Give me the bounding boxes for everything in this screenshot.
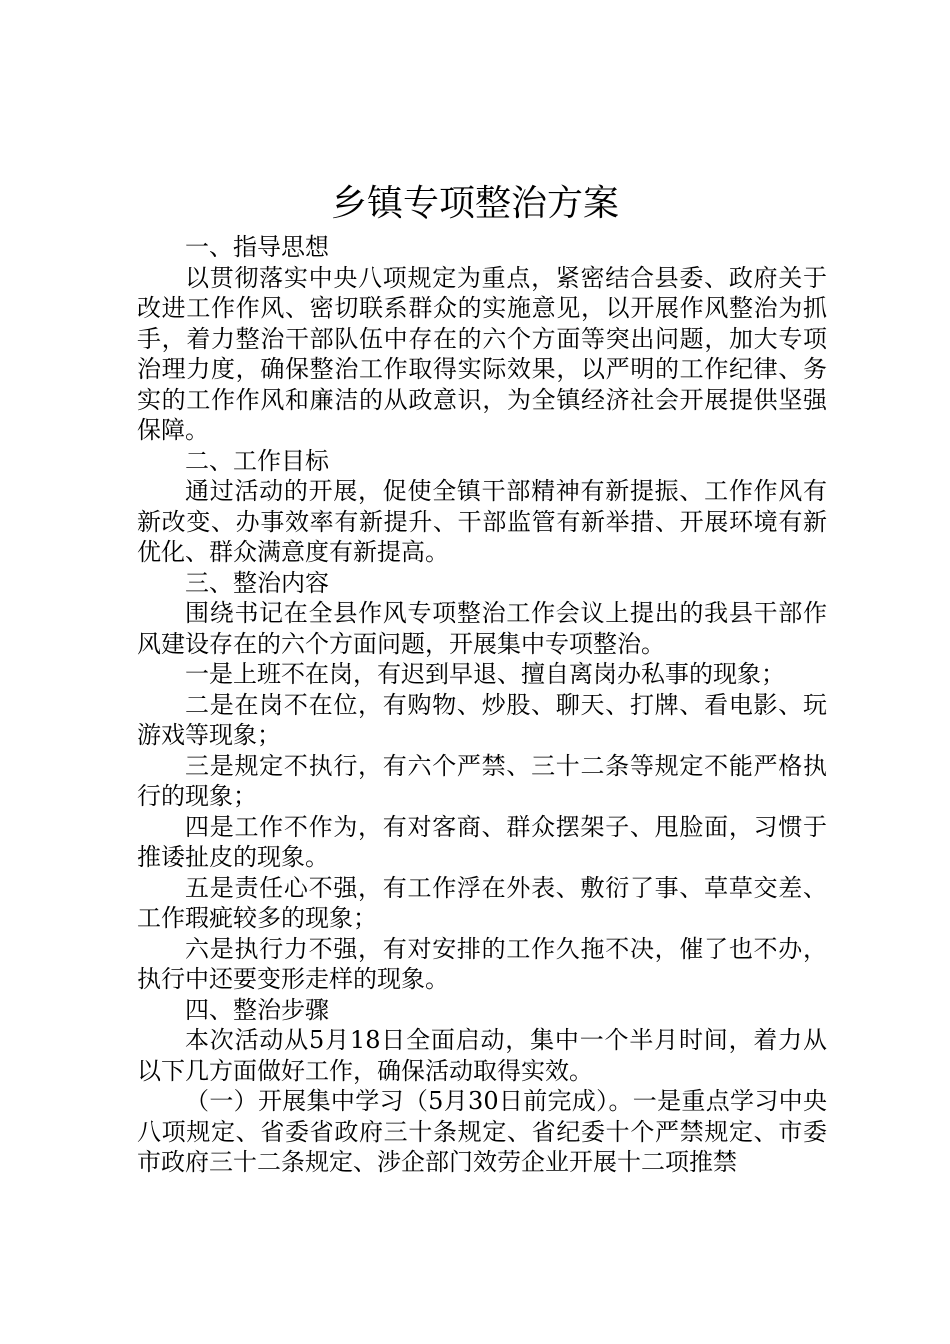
list-item: 二是在岗不在位，有购物、炒股、聊天、打牌、看电影、玩游戏等现象；	[137, 690, 827, 749]
list-item: 六是执行力不强，有对安排的工作久拖不决，催了也不办，执行中还要变形走样的现象。	[137, 934, 827, 993]
paragraph: （一）开展集中学习（5月30日前完成）。一是重点学习中央八项规定、省委省政府三十条规定、省纪委十个严禁规定、市委市政府三十二条规定、涉企部门效劳企业开展十二项推禁	[137, 1087, 827, 1176]
section-heading: 一、指导思想	[185, 233, 329, 261]
document-title: 乡镇专项整治方案	[330, 183, 619, 224]
paragraph: 围绕书记在全县作风专项整治工作会议上提出的我县干部作风建设存在的六个方面问题，开展集中专项整治。	[137, 599, 827, 658]
list-item: 三是规定不执行，有六个严禁、三十二条等规定不能严格执行的现象；	[137, 751, 827, 810]
list-item: 四是工作不作为，有对客商、群众摆架子、甩脸面，习惯于推诿扯皮的现象。	[137, 812, 827, 871]
paragraph: 通过活动的开展，促使全镇干部精神有新提振、工作作风有新改变、办事效率有新提升、干部监管有新举措、开展环境有新优化、群众满意度有新提高。	[137, 477, 827, 566]
section-heading: 四、整治步骤	[185, 995, 329, 1024]
paragraph: 本次活动从5月18日全面启动，集中一个半月时间，着力从以下几方面做好工作，确保活动取得实效。	[137, 1026, 827, 1085]
document-body	[137, 232, 827, 1178]
section-heading: 三、整治内容	[185, 568, 329, 597]
section-heading: 二、工作目标	[185, 446, 329, 475]
paragraph: 以贯彻落实中央八项规定为重点，紧密结合县委、政府关于改进工作作风、密切联系群众的实施意见，以开展作风整治为抓手，着力整治干部队伍中存在的六个方面等突出问题，加大专项治理力度，确保整治工作取得实际效果，以严明的工作纪律、务实的工作作风和廉洁的从政意识，为全镇经济社会开展提供坚强保障。	[137, 263, 827, 444]
list-item: 一是上班不在岗，有迟到早退、擅自离岗办私事的现象；	[185, 660, 785, 688]
list-item: 五是责任心不强，有工作浮在外表、敷衍了事、草草交差、工作瑕疵较多的现象；	[137, 873, 827, 932]
